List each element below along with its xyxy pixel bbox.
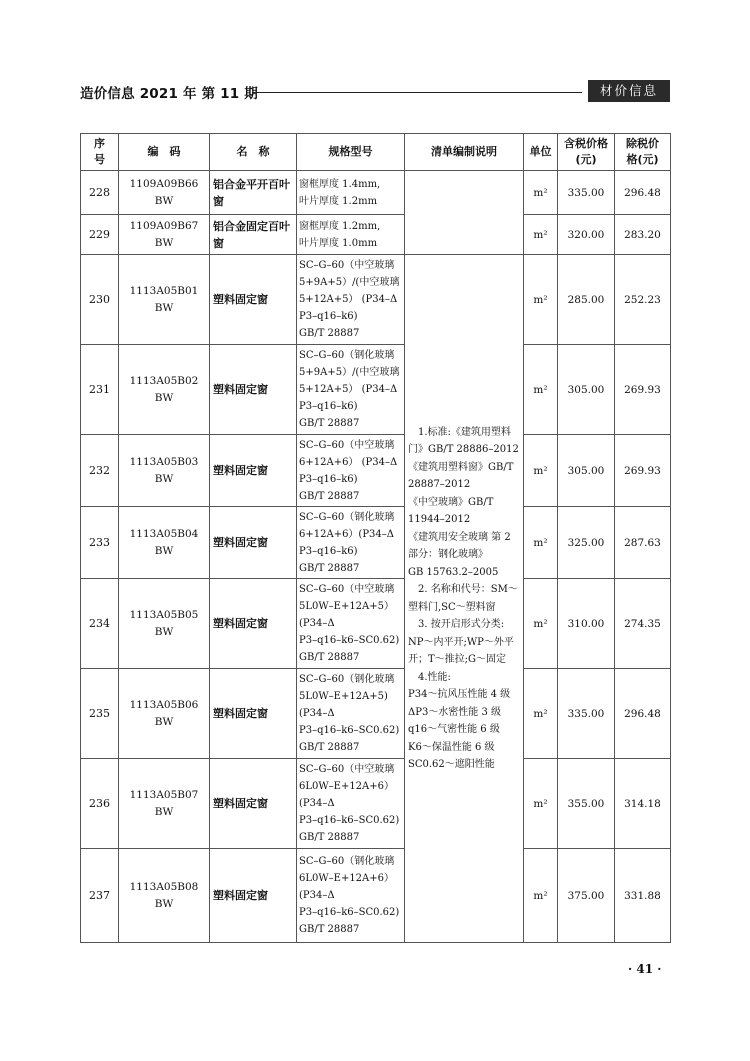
spec-line: GB/T 28887 <box>299 418 360 429</box>
table-row <box>81 507 671 579</box>
note-line: 门》GB/T 28886–2012 <box>408 444 519 455</box>
col-header-price-tax: 含税价格(元) <box>558 134 615 171</box>
row-code: 1113A05B06 BW <box>119 669 210 759</box>
spec-line: (P34–Δ <box>299 798 335 809</box>
row-price-notax: 252.23 <box>615 255 671 345</box>
note-line: 《建筑用塑料窗》GB/T <box>408 461 514 473</box>
spec-line: 6L0W–E+12A+6） <box>299 781 395 792</box>
note-line: 《中空玻璃》GB/T <box>408 496 494 508</box>
header-rule <box>252 92 582 93</box>
note-line: 1.标准:《建筑用塑料 <box>408 426 511 438</box>
note-line: P34～抗风压性能 4 级 <box>408 689 511 700</box>
note-line: NP～内平开;WP～外平 <box>408 636 514 648</box>
row-spec <box>297 435 405 507</box>
spec-line: GB/T 28887 <box>299 924 360 935</box>
row-spec <box>297 345 405 435</box>
spec-line: GB/T 28887 <box>299 562 360 574</box>
row-code: 1113A05B02 BW <box>119 345 210 435</box>
price-table <box>80 133 671 943</box>
table-row <box>81 215 671 255</box>
row-code: 1109A09B66 BW <box>119 171 210 215</box>
publication-title: 造价信息 2021 年 第 11 期 <box>80 86 258 102</box>
spec-line: SC–G–60（钢化玻璃 <box>299 856 395 867</box>
spec-line: (P34–Δ <box>299 708 335 719</box>
spec-line: 6L0W–E+12A+6） <box>299 873 395 884</box>
table-row <box>81 345 671 435</box>
spec-line: P3–q16–k6–SC0.62) <box>299 635 400 646</box>
row-price-tax: 305.00 <box>558 345 615 435</box>
spec-line: 叶片厚度 1.0mm <box>299 237 378 249</box>
row-unit: m² <box>524 255 558 345</box>
spec-line: GB/T 28887 <box>299 652 360 663</box>
spec-line: 5+12A+5） (P34–Δ <box>299 384 398 395</box>
table-row <box>81 579 671 669</box>
row-price-tax: 335.00 <box>558 669 615 759</box>
col-header-note: 清单编制说明 <box>405 134 524 171</box>
row-price-tax: 320.00 <box>558 215 615 255</box>
spec-line: 叶片厚度 1.2mm <box>299 195 378 207</box>
spec-line: P3–q16–k6) <box>299 311 358 322</box>
row-seq: 231 <box>81 345 119 435</box>
note-cell-empty <box>405 171 524 255</box>
note-line: 《建筑用安全玻璃 第 2 <box>408 531 511 543</box>
row-unit: m² <box>524 849 558 943</box>
note-line: 28887–2012 <box>408 479 471 490</box>
spec-line: 6+12A+6） (P34–Δ <box>299 456 398 468</box>
row-spec <box>297 849 405 943</box>
spec-line: 5+9A+5）/(中空玻璃 <box>299 367 400 378</box>
row-code: 1113A05B03 BW <box>119 435 210 507</box>
spec-line: GB/T 28887 <box>299 832 360 843</box>
row-price-tax: 355.00 <box>558 759 615 849</box>
row-unit: m² <box>524 759 558 849</box>
row-unit: m² <box>524 171 558 215</box>
note-line: 开；T～推拉;G～固定 <box>408 654 507 665</box>
spec-line: SC–G–60（钢化玻璃 <box>299 511 395 523</box>
col-header-price-notax: 除税价格(元) <box>615 134 671 171</box>
spec-line: SC–G–60（钢化玻璃 <box>299 350 395 361</box>
row-name: 铝合金平开百叶窗 <box>210 171 297 215</box>
spec-line: P3–q16–k6–SC0.62) <box>299 815 400 826</box>
col-header-unit: 单位 <box>524 134 558 171</box>
row-price-notax: 274.35 <box>615 579 671 669</box>
row-name: 塑料固定窗 <box>210 435 297 507</box>
page-header <box>80 80 670 104</box>
col-header-code: 编 码 <box>119 134 210 171</box>
spec-line: P3–q16–k6) <box>299 473 358 485</box>
row-seq: 233 <box>81 507 119 579</box>
section-label: 材价信息 <box>588 80 670 102</box>
row-unit: m² <box>524 507 558 579</box>
row-name: 塑料固定窗 <box>210 849 297 943</box>
spec-line: GB/T 28887 <box>299 742 360 753</box>
row-seq: 237 <box>81 849 119 943</box>
note-line: ΔP3～水密性能 3 级 <box>408 706 502 718</box>
row-name: 塑料固定窗 <box>210 759 297 849</box>
spec-line: (P34–Δ <box>299 890 335 901</box>
spec-line: P3–q16–k6–SC0.62) <box>299 725 400 736</box>
row-spec <box>297 759 405 849</box>
row-seq: 236 <box>81 759 119 849</box>
row-seq: 232 <box>81 435 119 507</box>
row-seq: 229 <box>81 215 119 255</box>
table-row <box>81 759 671 849</box>
spec-line: 5+12A+5） (P34–Δ <box>299 294 398 305</box>
row-price-notax: 287.63 <box>615 507 671 579</box>
row-code: 1113A05B07 BW <box>119 759 210 849</box>
table-row <box>81 849 671 943</box>
row-price-tax: 285.00 <box>558 255 615 345</box>
spec-line: P3–q16–k6) <box>299 545 358 557</box>
row-unit: m² <box>524 345 558 435</box>
spec-line: 6+12A+6）(P34–Δ <box>299 528 395 540</box>
note-line: 4.性能: <box>408 671 451 683</box>
row-unit: m² <box>524 435 558 507</box>
row-price-notax: 269.93 <box>615 345 671 435</box>
row-code: 1109A09B67 BW <box>119 215 210 255</box>
col-header-seq: 序号 <box>81 134 119 171</box>
row-spec <box>297 507 405 579</box>
row-spec <box>297 579 405 669</box>
row-name: 塑料固定窗 <box>210 345 297 435</box>
row-spec <box>297 255 405 345</box>
row-spec <box>297 171 405 215</box>
spec-line: 5L0W–E+12A+5) <box>299 691 388 702</box>
spec-line: (P34–Δ <box>299 618 335 629</box>
note-line: 3. 按开启形式分类: <box>408 619 505 630</box>
spec-line: P3–q16–k6) <box>299 401 358 412</box>
col-header-name: 名 称 <box>210 134 297 171</box>
row-seq: 228 <box>81 171 119 215</box>
row-price-notax: 269.93 <box>615 435 671 507</box>
spec-line: 窗框厚度 1.4mm, <box>299 178 381 190</box>
table-row <box>81 255 671 345</box>
row-price-tax: 325.00 <box>558 507 615 579</box>
spec-line: 5+9A+5）/(中空玻璃 <box>299 277 400 288</box>
table-row <box>81 435 671 507</box>
spec-line: SC–G–60（中空玻璃 <box>299 764 395 775</box>
row-code: 1113A05B05 BW <box>119 579 210 669</box>
row-code: 1113A05B04 BW <box>119 507 210 579</box>
row-code: 1113A05B08 BW <box>119 849 210 943</box>
note-line: 部分：钢化玻璃》 <box>408 549 488 560</box>
row-price-notax: 296.48 <box>615 171 671 215</box>
row-name: 塑料固定窗 <box>210 669 297 759</box>
row-price-notax: 283.20 <box>615 215 671 255</box>
row-unit: m² <box>524 579 558 669</box>
table-row <box>81 669 671 759</box>
row-seq: 235 <box>81 669 119 759</box>
note-line: 11944–2012 <box>408 514 471 525</box>
note-line: K6～保温性能 6 级 <box>408 741 495 753</box>
row-unit: m² <box>524 215 558 255</box>
row-name: 塑料固定窗 <box>210 255 297 345</box>
spec-line: P3–q16–k6–SC0.62) <box>299 907 400 918</box>
row-name: 塑料固定窗 <box>210 507 297 579</box>
note-line: 塑料门,SC～塑料窗 <box>408 601 496 613</box>
row-price-tax: 310.00 <box>558 579 615 669</box>
note-line: SC0.62～遮阳性能 <box>408 759 495 770</box>
page-number: · 41 · <box>628 962 662 976</box>
note-line: q16～气密性能 6 级 <box>408 724 500 735</box>
table-row <box>81 171 671 215</box>
note-line: GB 15763.2–2005 <box>408 566 499 578</box>
row-unit: m² <box>524 669 558 759</box>
spec-line: SC–G–60（中空玻璃 <box>299 260 395 271</box>
row-price-tax: 335.00 <box>558 171 615 215</box>
spec-line: SC–G–60（钢化玻璃 <box>299 674 395 685</box>
spec-line: SC–G–60（中空玻璃 <box>299 439 395 451</box>
row-code: 1113A05B01 BW <box>119 255 210 345</box>
row-spec <box>297 215 405 255</box>
row-price-notax: 296.48 <box>615 669 671 759</box>
spec-line: SC–G–60（中空玻璃 <box>299 584 395 595</box>
spec-line: GB/T 28887 <box>299 328 360 339</box>
row-price-tax: 305.00 <box>558 435 615 507</box>
row-seq: 230 <box>81 255 119 345</box>
spec-line: 窗框厚度 1.2mm, <box>299 220 381 232</box>
row-price-notax: 314.18 <box>615 759 671 849</box>
table-header-row <box>81 134 671 171</box>
row-price-tax: 375.00 <box>558 849 615 943</box>
row-seq: 234 <box>81 579 119 669</box>
row-spec <box>297 669 405 759</box>
row-price-notax: 331.88 <box>615 849 671 943</box>
col-header-spec: 规格型号 <box>297 134 405 171</box>
spec-line: 5L0W–E+12A+5） <box>299 601 395 612</box>
note-line: 2. 名称和代号：SM～ <box>408 584 518 595</box>
row-name: 铝合金固定百叶窗 <box>210 215 297 255</box>
note-cell <box>405 255 524 943</box>
row-name: 塑料固定窗 <box>210 579 297 669</box>
spec-line: GB/T 28887 <box>299 490 360 502</box>
